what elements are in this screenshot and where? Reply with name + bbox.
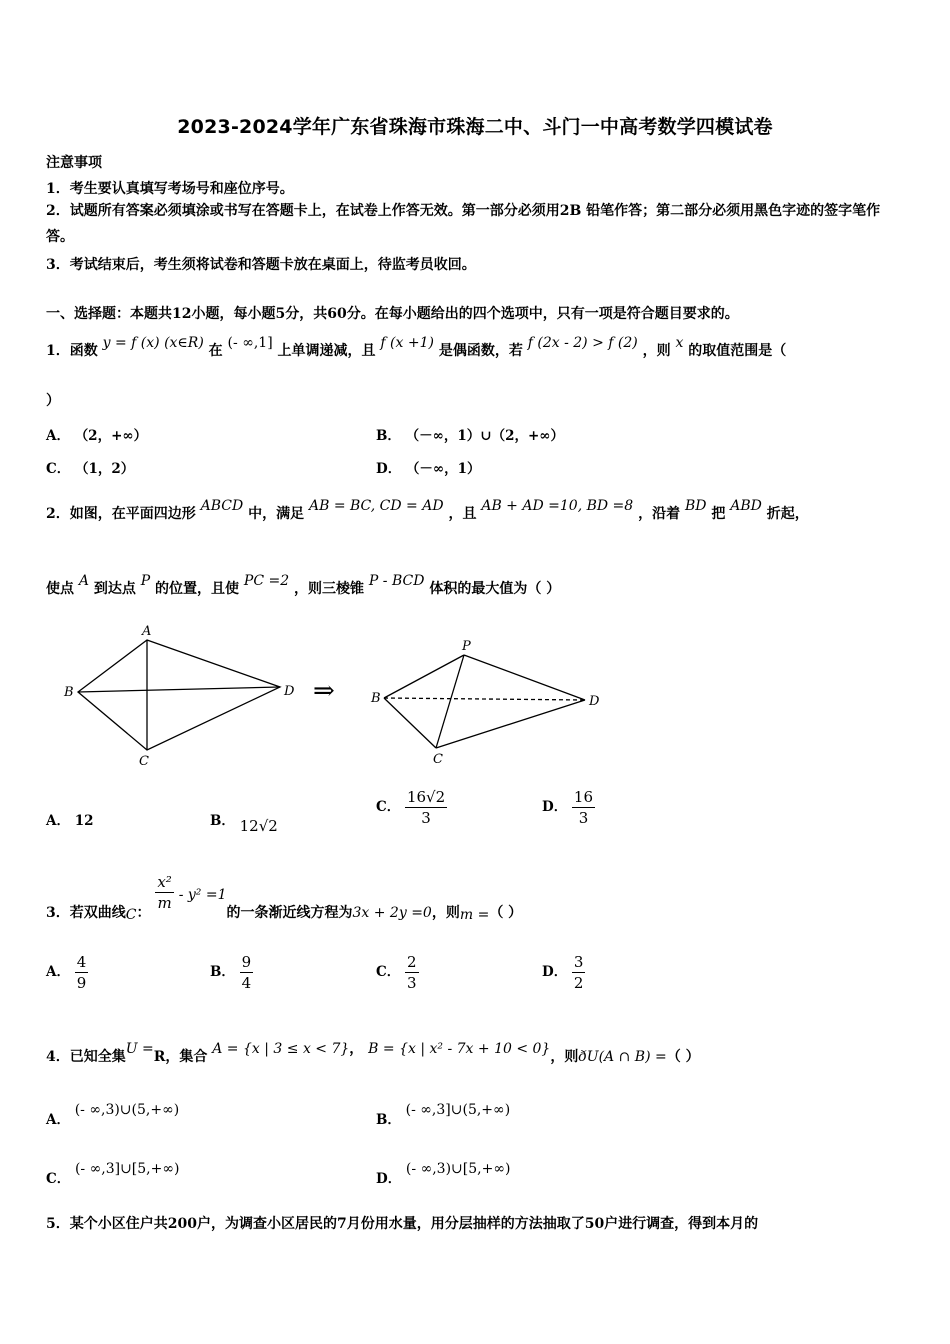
q1-text-1: 1．函数 <box>46 343 98 359</box>
q3-text-3: 的一条渐近线方程为 <box>226 904 353 921</box>
q1-math-5: x <box>675 335 684 351</box>
page-title: 2023-2024学年广东省珠海市珠海二中、斗门一中高考数学四模试卷 <box>177 116 773 138</box>
q1-text-4: 是偶函数，若 <box>438 343 523 359</box>
q1-text-close: ） <box>46 393 60 409</box>
option-label: C． <box>376 964 401 980</box>
option-value: （1，2） <box>74 461 135 477</box>
option-fraction <box>572 787 595 828</box>
q4-math-1: U = <box>125 1041 154 1057</box>
q2-text-2: 中，满足 <box>248 506 305 522</box>
q3-option-c[interactable] <box>376 952 419 993</box>
q3-math-2: - y² =1 <box>178 886 227 903</box>
q4-math-3: B = {x | x² - 7x + 10 < 0} <box>368 1041 551 1057</box>
fraction-denominator: 4 <box>241 974 252 992</box>
q2-option-c[interactable] <box>376 787 447 828</box>
q3-math-3: 3x + 2y =0 <box>352 904 432 921</box>
q2-math-2: AB = BC, CD = AD <box>308 498 444 514</box>
option-label: C． <box>46 1171 71 1187</box>
question-1 <box>46 335 787 360</box>
option-label: C． <box>46 461 71 477</box>
fraction-denominator: m <box>157 894 172 912</box>
q2-text-8: 到达点 <box>93 581 136 597</box>
q2-text-6: 折起， <box>766 506 809 522</box>
option-label: A． <box>46 1112 70 1128</box>
q1-text-2: 在 <box>208 343 223 359</box>
q3-math-4: m = <box>459 906 490 923</box>
q2-math-4: BD <box>684 498 707 514</box>
q1-text-3: 上单调递减，且 <box>277 343 376 359</box>
option-label: B． <box>210 813 235 829</box>
q4-option-c[interactable] <box>46 1157 180 1187</box>
q4-text-4: ，则 <box>550 1049 579 1065</box>
notice-item-1: 1．考生要认真填写考场号和座位序号。 <box>46 181 294 197</box>
option-value: (- ∞,3)∪(5,+∞) <box>74 1102 180 1118</box>
fraction-numerator: 2 <box>406 953 417 971</box>
label-b2: B <box>371 691 381 706</box>
option-value: (- ∞,3]∪(5,+∞) <box>405 1102 511 1118</box>
option-label: D． <box>376 1171 402 1187</box>
q2-text-3: ，且 <box>448 506 477 522</box>
q2-math-7: P <box>140 573 151 589</box>
question-2 <box>46 498 809 523</box>
option-label: B． <box>376 1112 401 1128</box>
fraction-denominator: 3 <box>421 809 431 827</box>
option-fraction <box>75 952 89 993</box>
section-heading: 一、选择题：本题共12小题，每小题5分，共60分。在每小题给出的四个选项中，只有一项是符合题目要求的。 <box>46 306 739 322</box>
q2-math-6: A <box>78 573 89 589</box>
label-a: A <box>142 624 152 639</box>
question-5: 5．某个小区住户共200户，为调查小区居民的7月份用水量，用分层抽样的方法抽取了50户进行调查，得到本月的 <box>46 1216 759 1232</box>
q4-option-d[interactable] <box>376 1157 511 1187</box>
option-value: （－∞，1） <box>405 461 481 477</box>
option-label: D． <box>542 799 568 815</box>
question-2-cont <box>46 573 561 598</box>
question-4 <box>46 1041 700 1066</box>
option-label: A． <box>46 428 70 444</box>
fraction-numerator: 16 <box>573 788 594 806</box>
fraction-numerator: 16√2 <box>406 788 446 806</box>
question-3 <box>46 872 523 923</box>
q4-option-b[interactable] <box>376 1098 511 1128</box>
q2-text-11: 体积的最大值为（ ） <box>429 581 561 597</box>
q1-math-3: f (x +1) <box>380 335 434 351</box>
option-value: 12 <box>74 813 94 829</box>
q3-text-4: ，则 <box>431 904 460 921</box>
q2-text-4: ，沿着 <box>638 506 681 522</box>
option-label: D． <box>542 964 568 980</box>
q1-option-d[interactable] <box>376 457 481 477</box>
q2-figure <box>0 615 950 775</box>
q2-math-8: PC =2 <box>243 573 290 589</box>
option-fraction <box>572 952 586 993</box>
notice-item-2: 2．试题所有答案必须填涂或书写在答题卡上，在试卷上作答无效。第一部分必须用2B 铅笔作答；第二部分必须用黑色字迹的签字笔作答。 <box>46 203 881 245</box>
q2-text-10: ，则三棱锥 <box>294 581 365 597</box>
option-label: A． <box>46 964 70 980</box>
option-value: （－∞，1）∪（2，+∞） <box>405 428 565 444</box>
q4-text-2: R，集合 <box>153 1049 208 1065</box>
label-b: B <box>64 685 74 700</box>
q3-option-d[interactable] <box>542 952 585 993</box>
q3-text-2: ： <box>136 904 151 921</box>
q4-math-2: A = {x | 3 ≤ x < 7} <box>212 1041 350 1057</box>
option-value: (- ∞,3]∪[5,+∞) <box>74 1161 180 1177</box>
q2-math-3: AB + AD =10, BD =8 <box>481 498 634 514</box>
q2-option-d[interactable] <box>542 787 595 828</box>
fraction-denominator: 3 <box>578 809 589 827</box>
option-label: B． <box>376 428 401 444</box>
fold-arrow-icon: ⇒ <box>313 676 335 706</box>
q2-text-9: 的位置，且使 <box>155 581 240 597</box>
q2-math-1: ABCD <box>200 498 244 514</box>
fraction-denominator: 3 <box>406 974 417 992</box>
q4-text-3: ， <box>349 1041 364 1057</box>
q1-math-1: y = f (x) (x∈R) <box>102 335 204 351</box>
option-label: A． <box>46 813 70 829</box>
fraction-numerator: 9 <box>241 953 252 971</box>
label-d2: D <box>589 694 600 709</box>
label-c2: C <box>433 752 443 767</box>
q2-text-7: 使点 <box>46 581 74 597</box>
fraction-numerator: 4 <box>76 953 87 971</box>
q3-fraction <box>155 872 173 913</box>
option-fraction <box>405 952 419 993</box>
q3-option-b[interactable] <box>210 952 253 993</box>
option-value: 12√2 <box>239 817 278 835</box>
notice-item-3: 3．考试结束后，考生须将试卷和答题卡放在桌面上，待监考员收回。 <box>46 257 476 273</box>
fraction-denominator: 9 <box>76 974 87 992</box>
label-p: P <box>462 639 471 654</box>
q1-math-2: (- ∞,1] <box>227 335 273 351</box>
label-c: C <box>139 754 149 769</box>
q3-math-1: C <box>125 906 137 923</box>
q3-text-5: （ ） <box>489 904 523 921</box>
option-label: D． <box>376 461 402 477</box>
q2-math-9: P - BCD <box>368 573 425 589</box>
tetrahedron-pbcd <box>384 655 585 748</box>
q3-text-1: 3．若双曲线 <box>46 904 126 921</box>
q1-option-a[interactable] <box>46 424 147 444</box>
fraction-numerator: x² <box>157 873 172 891</box>
quadrilateral-abcd <box>78 640 280 750</box>
q4-math-4: ðU(A ∩ B) = <box>578 1049 667 1065</box>
option-fraction <box>240 952 254 993</box>
q1-option-c[interactable] <box>46 457 134 477</box>
q1-text-6: 的取值范围是（ <box>688 343 787 359</box>
q1-math-4: f (2x - 2) > f (2) <box>527 335 638 351</box>
q4-text-1: 4．已知全集 <box>46 1049 126 1065</box>
q2-math-5: ABD <box>730 498 762 514</box>
option-value: （2，+∞） <box>74 428 148 444</box>
q2-option-a[interactable] <box>46 809 93 829</box>
option-label: C． <box>376 799 401 815</box>
q3-option-a[interactable] <box>46 952 88 993</box>
option-fraction <box>405 787 447 828</box>
q2-option-b[interactable] <box>210 809 278 835</box>
notice-heading: 注意事项 <box>46 155 102 171</box>
fraction-numerator: 3 <box>573 953 584 971</box>
q4-text-5: （ ） <box>666 1049 700 1065</box>
fraction-denominator: 2 <box>573 974 584 992</box>
option-label: B． <box>210 964 235 980</box>
label-d: D <box>284 684 295 699</box>
q4-option-a[interactable] <box>46 1098 180 1128</box>
q2-text-1: 2．如图，在平面四边形 <box>46 506 196 522</box>
q1-text-5: ，则 <box>642 343 671 359</box>
q1-option-b[interactable] <box>376 424 564 444</box>
q2-text-5: 把 <box>711 506 726 522</box>
option-value: (- ∞,3)∪[5,+∞) <box>405 1161 511 1177</box>
